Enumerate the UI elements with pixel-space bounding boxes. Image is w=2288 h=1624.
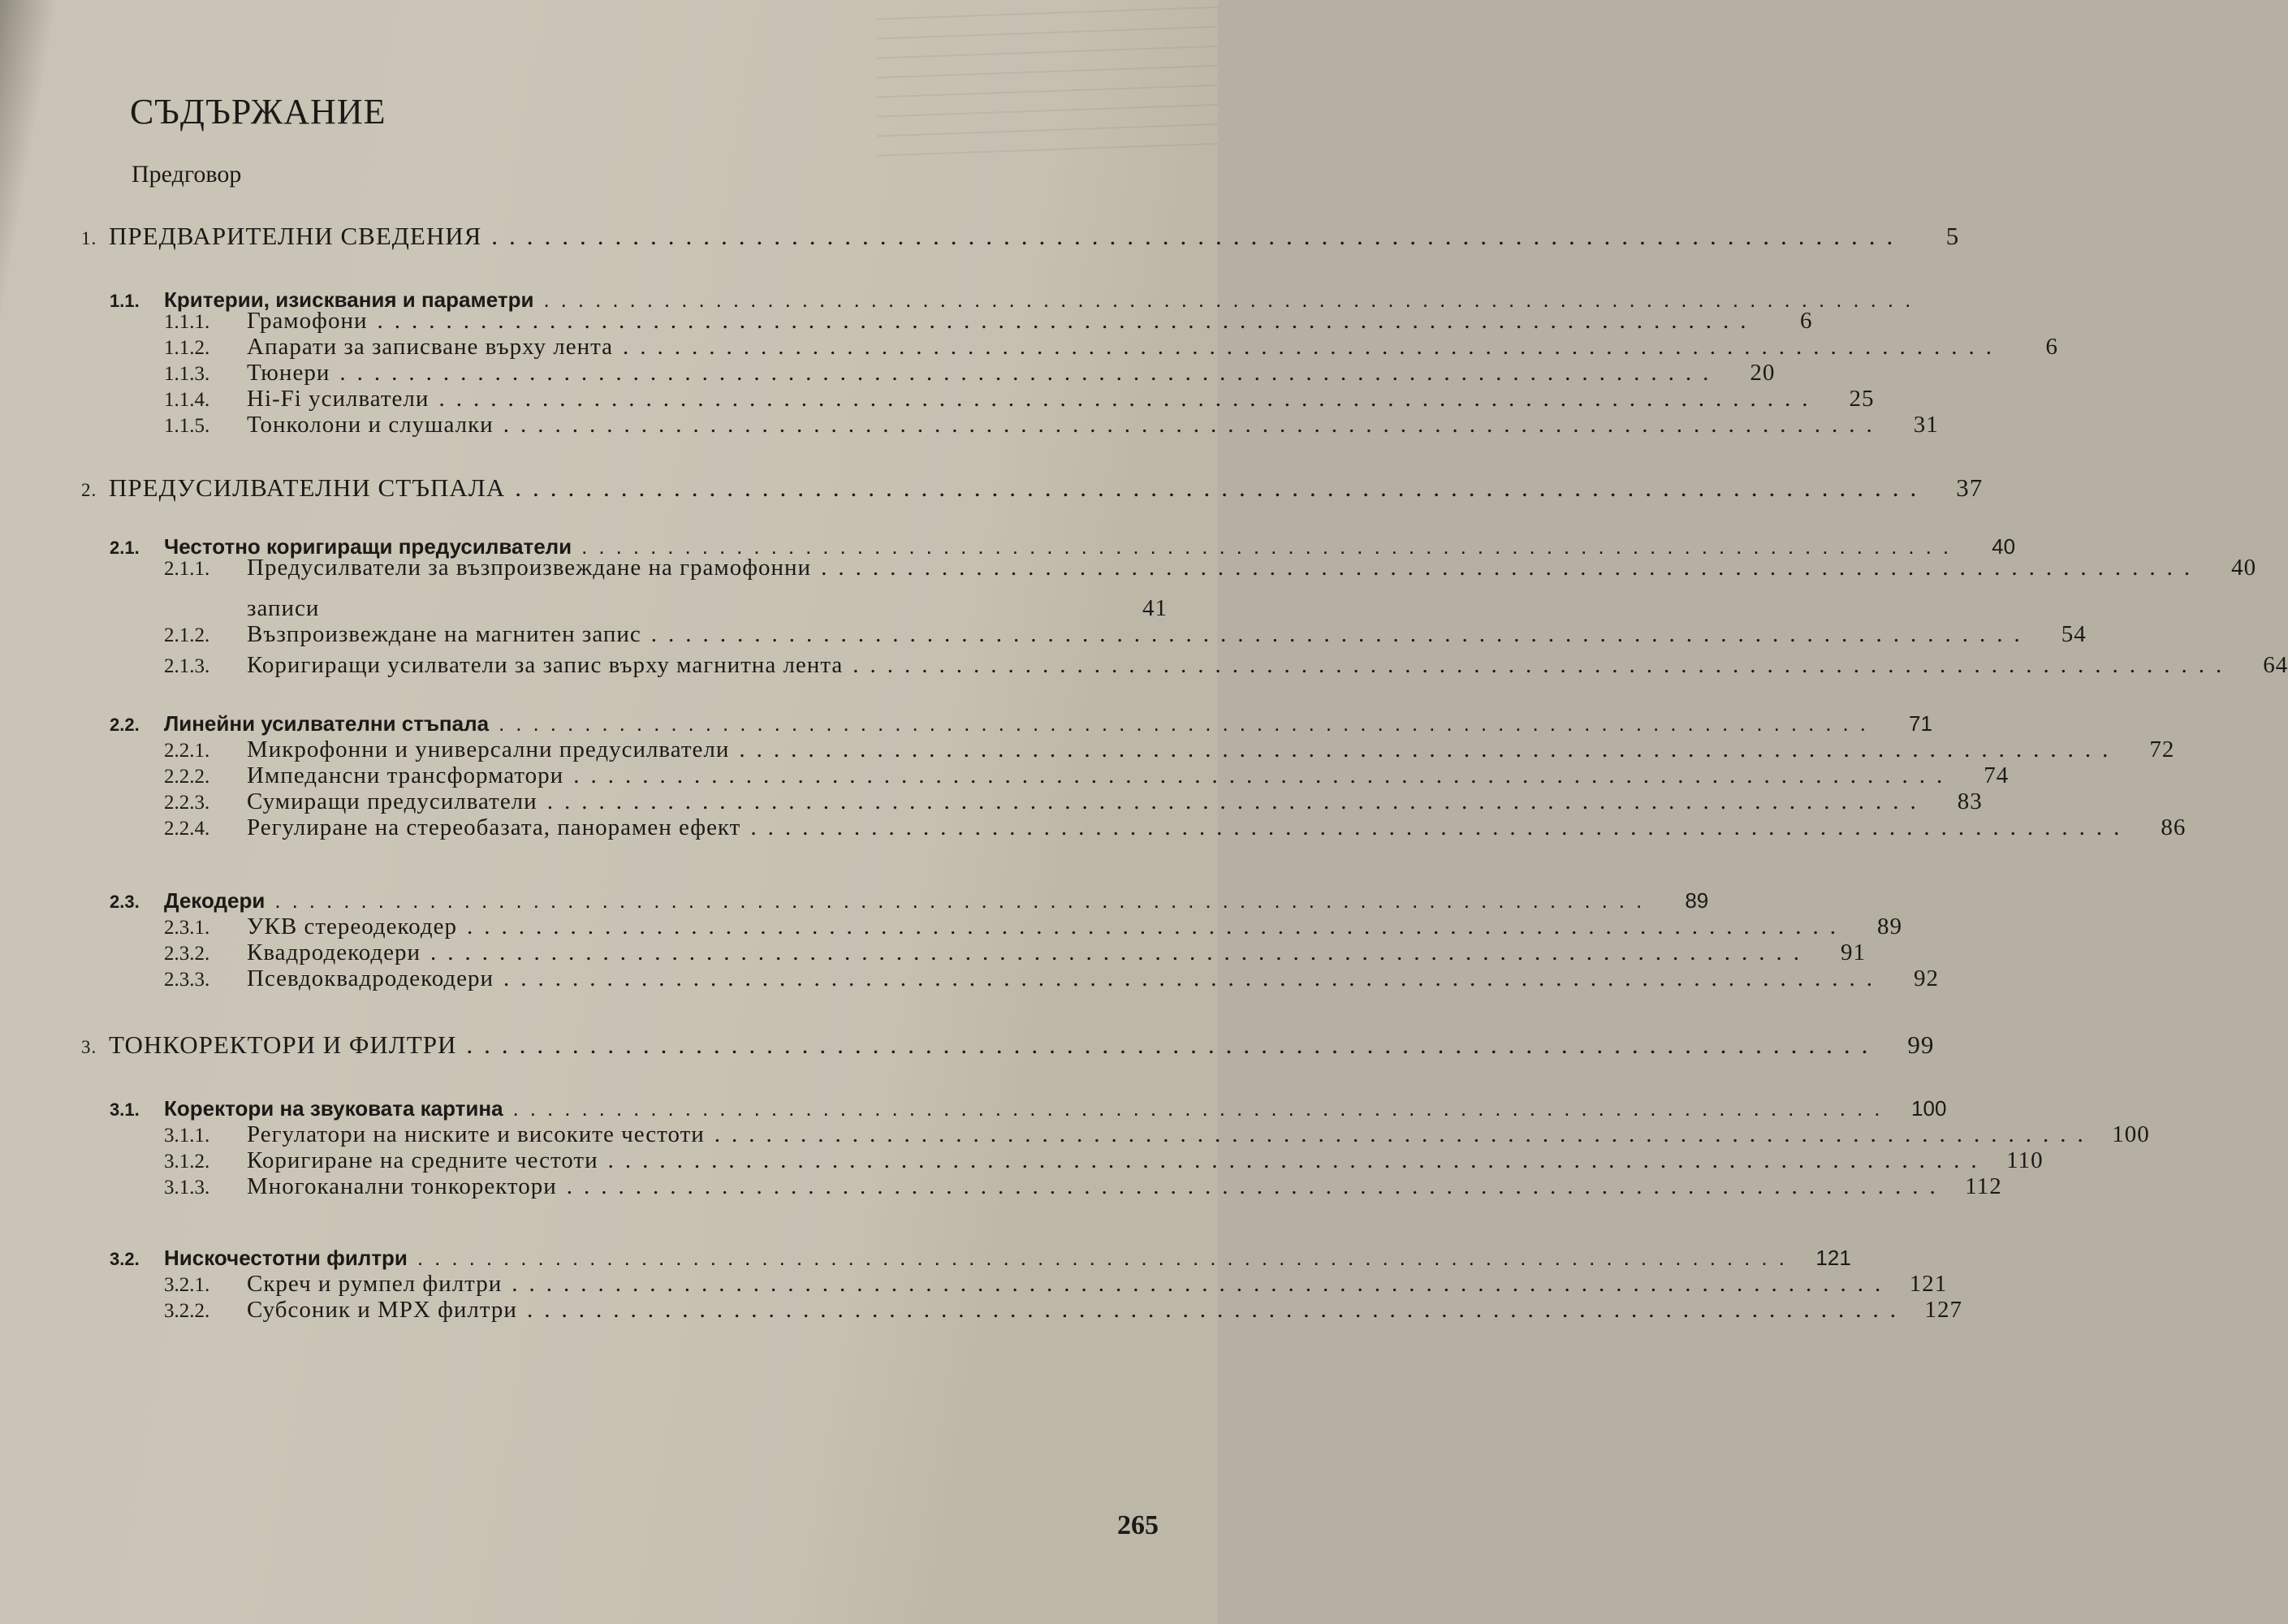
toc-page-number: 41 bbox=[1142, 595, 1168, 621]
toc-entry-title: Коригиращи усилватели за запис върху магнитна лента bbox=[247, 652, 844, 678]
toc-entry-title: Линейни усилвателни стъпала bbox=[164, 711, 490, 736]
toc-page-number: 37 bbox=[1956, 473, 1984, 502]
toc-entry-sub[interactable] bbox=[164, 650, 2288, 680]
toc-page-number: 92 bbox=[1914, 965, 1940, 991]
dot-leader: ................................................................................ bbox=[417, 1246, 1796, 1270]
toc-entry-number: 1. bbox=[81, 228, 97, 248]
toc-entry-title: Регулиране на стереобазата, панорамен ефект bbox=[247, 814, 741, 840]
dot-leader: ................................................................................ bbox=[739, 736, 2120, 762]
toc-page-number: 89 bbox=[1685, 888, 1709, 913]
toc-page-number: 31 bbox=[1913, 412, 1939, 438]
toc-page-number: 86 bbox=[2161, 814, 2187, 840]
dot-leader: ................................................................................ bbox=[573, 762, 1954, 788]
dot-leader: ................................................................................ bbox=[466, 1030, 1880, 1059]
toc-page-number: 100 bbox=[2112, 1121, 2150, 1147]
dot-leader: ................................................................................ bbox=[466, 914, 1847, 939]
toc-page-number: 74 bbox=[1984, 762, 2010, 788]
dot-leader: ................................................................................ bbox=[499, 711, 1877, 736]
toc-entry-number: 3.2.1. bbox=[164, 1274, 210, 1296]
toc-entry-number: 2.2.1. bbox=[164, 740, 210, 762]
dot-leader: ................................................................................ bbox=[750, 814, 2131, 840]
toc-page-number: 112 bbox=[1965, 1173, 2002, 1199]
toc-page-number: 127 bbox=[1924, 1297, 1962, 1323]
toc-entry-title: Коректори на звуковата картина bbox=[164, 1096, 503, 1121]
dot-leader: ................................................................................ bbox=[491, 222, 1905, 250]
toc-entry-title: ПРЕДУСИЛВАТЕЛНИ СТЪПАЛА bbox=[109, 473, 506, 502]
toc-entry-sub[interactable] bbox=[164, 1171, 2002, 1202]
toc-entry-title: Скреч и румпел филтри bbox=[247, 1271, 503, 1297]
toc-entry-title: Регулатори на ниските и високите честоти bbox=[247, 1121, 705, 1147]
toc-entry-number: 1.1. bbox=[110, 291, 140, 311]
toc-entry-number: 1.1.2. bbox=[164, 337, 210, 359]
toc-entry-title: Квадродекодери bbox=[247, 939, 421, 965]
toc-entry-number: 2.2.3. bbox=[164, 792, 210, 814]
toc-page-number: 99 bbox=[1907, 1030, 1935, 1059]
toc-page-number: 40 bbox=[1992, 534, 2016, 559]
toc-entry-number: 2.2.4. bbox=[164, 818, 210, 840]
toc-entry-sub[interactable] bbox=[164, 812, 2187, 843]
toc-entry-number: 2.1. bbox=[110, 538, 140, 558]
toc-entry-number: 3.1.1. bbox=[164, 1125, 210, 1147]
toc-page-number: 6 bbox=[1800, 308, 1813, 334]
toc-entry-title: УКВ стереодекодер bbox=[247, 914, 457, 939]
dot-leader: ................................................................................ bbox=[714, 1121, 2095, 1147]
dot-leader: ................................................................................ bbox=[512, 1096, 1892, 1121]
toc-entry-title: Hi-Fi усилватели bbox=[247, 386, 430, 412]
toc-page-number: 100 bbox=[1911, 1096, 1947, 1121]
toc-entry-title: Тюнери bbox=[247, 360, 330, 386]
toc-page-number: 40 bbox=[2231, 555, 2257, 581]
dot-leader: ................................................................................ bbox=[430, 939, 1811, 965]
toc-entry-sub[interactable] bbox=[164, 552, 2257, 583]
toc-entry-title: Критерии, изисквания и параметри bbox=[164, 287, 534, 312]
dot-leader: ................................................................................ bbox=[543, 287, 1923, 312]
toc-entry-chapter[interactable] bbox=[81, 473, 1984, 503]
toc-entry-title: ПРЕДВАРИТЕЛНИ СВЕДЕНИЯ bbox=[109, 222, 482, 250]
toc-entry-number: 2. bbox=[81, 480, 97, 500]
page-title: СЪДЪРЖАНИЕ bbox=[130, 92, 386, 132]
toc-entry-title: Импедансни трансформатори bbox=[247, 762, 564, 788]
dot-leader: ................................................................................ bbox=[339, 360, 1720, 386]
toc-page-number: 64 bbox=[2263, 652, 2288, 678]
toc-entry-title: Грамофони bbox=[247, 308, 368, 334]
dot-leader: ................................................................................ bbox=[546, 788, 1928, 814]
toc-entry-continuation: записи bbox=[247, 595, 320, 621]
toc-entry-number: 1.1.4. bbox=[164, 389, 210, 411]
toc-entry-title: Субсоник и MPX филтри bbox=[247, 1297, 517, 1323]
toc-page-number: 25 bbox=[1849, 386, 1875, 412]
toc-entry-number: 2.3.3. bbox=[164, 969, 210, 991]
dot-leader: ................................................................................ bbox=[503, 965, 1884, 991]
toc-entry-number: 2.2.2. bbox=[164, 766, 210, 788]
dot-leader: ................................................................................ bbox=[650, 621, 2031, 647]
toc-page-number: 89 bbox=[1876, 914, 1902, 939]
toc-page-number: 110 bbox=[2006, 1147, 2044, 1173]
toc-entry-title: Честотно коригиращи предусилватели bbox=[164, 534, 572, 559]
toc-entry-title: ТОНКОРЕКТОРИ И ФИЛТРИ bbox=[109, 1030, 457, 1059]
toc-page-number: 54 bbox=[2061, 621, 2087, 647]
toc-entry-number: 2.1.2. bbox=[164, 624, 210, 646]
toc-page-number: 5 bbox=[1945, 222, 1960, 250]
toc-entry-chapter[interactable] bbox=[81, 221, 1960, 252]
toc-entry-number: 2.3.2. bbox=[164, 943, 210, 965]
toc-entry-title: Сумиращи предусилватели bbox=[247, 788, 537, 814]
toc-page-number: 20 bbox=[1750, 360, 1776, 386]
dot-leader: ................................................................................ bbox=[274, 888, 1654, 913]
toc-entry-number: 2.3.1. bbox=[164, 917, 210, 939]
toc-entry-sub[interactable] bbox=[164, 619, 2087, 650]
toc-entry-number: 2.1.3. bbox=[164, 655, 210, 677]
dot-leader: ................................................................................ bbox=[515, 473, 1928, 502]
toc-entry-number: 2.2. bbox=[110, 715, 140, 735]
toc-page-number: 121 bbox=[1909, 1271, 1948, 1297]
toc-entry-title: Предусилватели за възпроизвеждане на грамофонни bbox=[247, 555, 812, 581]
toc-entry-title: Многоканални тонкоректори bbox=[247, 1173, 557, 1199]
dot-leader: ................................................................................ bbox=[503, 412, 1884, 438]
bleed-through-text bbox=[877, 0, 1218, 162]
toc-page-number: 71 bbox=[1909, 711, 1932, 736]
toc-entry-title: Микрофонни и универсални предусилватели bbox=[247, 736, 730, 762]
toc-page-number: 83 bbox=[1957, 788, 1983, 814]
toc-page-number: 91 bbox=[1841, 939, 1866, 965]
toc-entry-sub[interactable] bbox=[164, 409, 1939, 440]
toc-entry-number: 1.1.5. bbox=[164, 415, 210, 437]
toc-entry-title: Псевдоквадродекодери bbox=[247, 965, 494, 991]
dot-leader: ................................................................................ bbox=[438, 386, 1820, 412]
dot-leader: ................................................................................ bbox=[526, 1297, 1907, 1323]
dot-leader: ................................................................................ bbox=[512, 1271, 1893, 1297]
dot-leader: ................................................................................ bbox=[581, 534, 1961, 559]
toc-entry-number: 3.1. bbox=[110, 1099, 140, 1120]
toc-page-number: 72 bbox=[2149, 736, 2175, 762]
toc-entry-title: Нискочестотни филтри bbox=[164, 1246, 408, 1270]
toc-entry-title: Апарати за записване върху лента bbox=[247, 334, 614, 360]
toc-entry-title: Възпроизвеждане на магнитен запис bbox=[247, 621, 641, 647]
toc-entry-number: 3.2. bbox=[110, 1249, 140, 1269]
dot-leader: ................................................................................ bbox=[377, 308, 1758, 334]
toc-entry-number: 3.2.2. bbox=[164, 1300, 210, 1322]
dot-leader: ................................................................................ bbox=[853, 652, 2234, 678]
toc-entry-title: Тонколони и слушалки bbox=[247, 412, 494, 438]
toc-entry-sub[interactable] bbox=[164, 1294, 1962, 1325]
toc-entry-number: 3. bbox=[81, 1037, 97, 1057]
dot-leader: ................................................................................ bbox=[566, 1173, 1947, 1199]
toc-entry-number: 2.3. bbox=[110, 892, 140, 912]
page-number: 265 bbox=[1117, 1510, 1159, 1540]
toc-entry-number: 1.1.3. bbox=[164, 363, 210, 385]
dot-leader: ................................................................................ bbox=[821, 555, 2202, 581]
preface-entry: Предговор bbox=[132, 161, 242, 188]
toc-entry-title: Декодери bbox=[164, 888, 265, 913]
toc-entry-sub[interactable] bbox=[164, 963, 1940, 994]
toc-entry-title: Коригиране на средните честоти bbox=[247, 1147, 598, 1173]
toc-page-number: 6 bbox=[2045, 334, 2059, 360]
dot-leader: ................................................................................ bbox=[607, 1147, 1988, 1173]
toc-entry-number: 3.1.2. bbox=[164, 1151, 210, 1173]
toc-entry-chapter[interactable] bbox=[81, 1030, 1935, 1060]
toc-entry-number: 1.1.1. bbox=[164, 311, 210, 333]
toc-entry-number: 3.1.3. bbox=[164, 1177, 210, 1199]
toc-entry-number: 2.1.1. bbox=[164, 558, 210, 580]
toc-page-number: 121 bbox=[1815, 1246, 1851, 1270]
dot-leader: ................................................................................ bbox=[623, 334, 2004, 360]
